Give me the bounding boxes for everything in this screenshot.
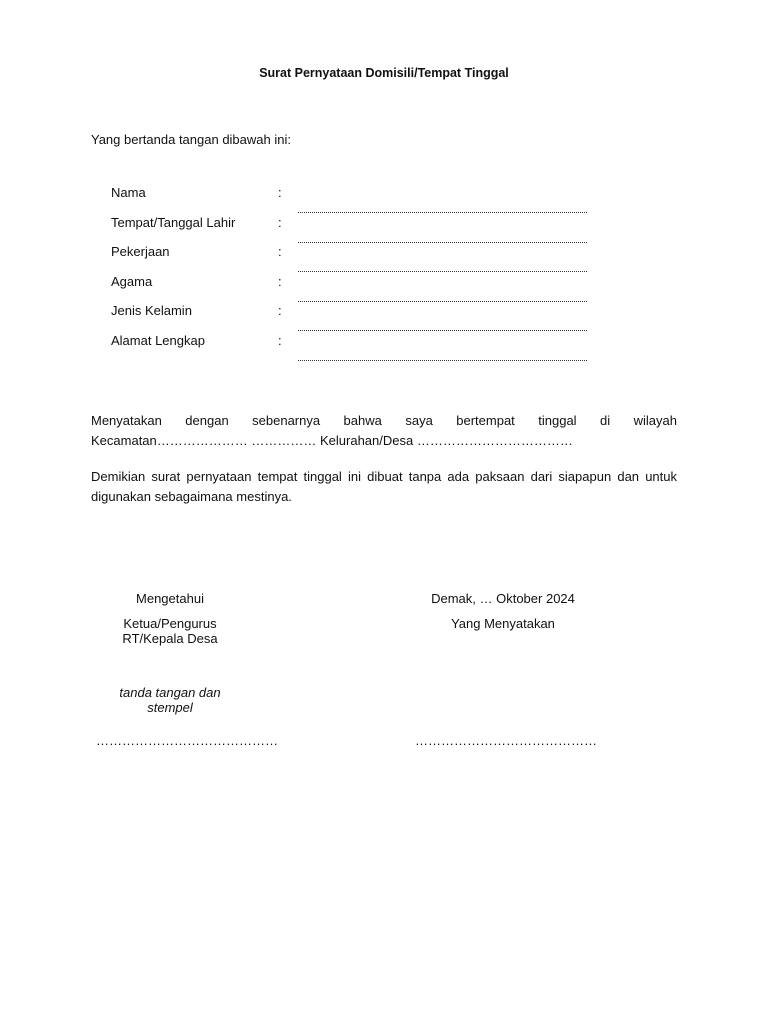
role-line: Ketua/Pengurus (123, 616, 217, 631)
field-fill-line (298, 360, 587, 361)
intro-text: Yang bertanda tangan dibawah ini: (91, 132, 291, 147)
field-label: Nama (111, 185, 146, 200)
role-line: RT/Kepala Desa (122, 631, 218, 646)
signature-right-heading: Yang Menyatakan (451, 616, 555, 631)
field-alamat-lengkap (111, 333, 591, 363)
field-colon: : (278, 273, 282, 289)
field-colon: : (278, 244, 282, 260)
statement-paragraph: Menyatakan dengan sebenarnya bahwa saya bertempat tinggal di wilayah Kecamatan………………… …………… Kelurahan/Desa ……………………………… (91, 413, 677, 448)
field-label: Alamat Lengkap (111, 332, 205, 348)
signature-left-role (96, 616, 244, 646)
identity-fields (111, 185, 591, 363)
field-label: Agama (111, 273, 153, 289)
field-colon: : (278, 214, 282, 230)
field-label: Tempat/Tanggal Lahir (111, 214, 236, 230)
document-title: Surat Pernyataan Domisili/Tempat Tinggal (259, 66, 509, 80)
field-fill-line (298, 242, 587, 243)
field-fill-line (298, 271, 587, 272)
signature-right-dots: …………………………………… (415, 733, 597, 748)
field-fill-line (298, 212, 587, 213)
field-nama (111, 185, 591, 215)
field-pekerjaan (111, 244, 591, 274)
field-jenis-kelamin (111, 303, 591, 333)
signature-right-date: Demak, … Oktober 2024 (431, 591, 575, 606)
field-label: Pekerjaan (111, 244, 170, 260)
note-line: tanda tangan dan (119, 685, 221, 700)
field-colon: : (278, 332, 282, 348)
signature-left-dots: …………………………………… (96, 733, 278, 748)
field-agama (111, 274, 591, 304)
field-fill-line (298, 330, 587, 331)
field-fill-line (298, 301, 587, 302)
field-colon: : (278, 303, 282, 319)
closing-paragraph: Demikian surat pernyataan tempat tinggal ini dibuat tanpa ada paksaan dari siapapun dan untuk digunakan sebagaimana mestinya. (91, 469, 677, 504)
field-colon: : (278, 185, 282, 200)
field-tempat-tanggal-lahir (111, 215, 591, 245)
signature-left-note (96, 685, 244, 715)
note-line: stempel (147, 700, 193, 715)
field-label: Jenis Kelamin (111, 303, 192, 319)
signature-left-heading: Mengetahui (136, 591, 204, 606)
